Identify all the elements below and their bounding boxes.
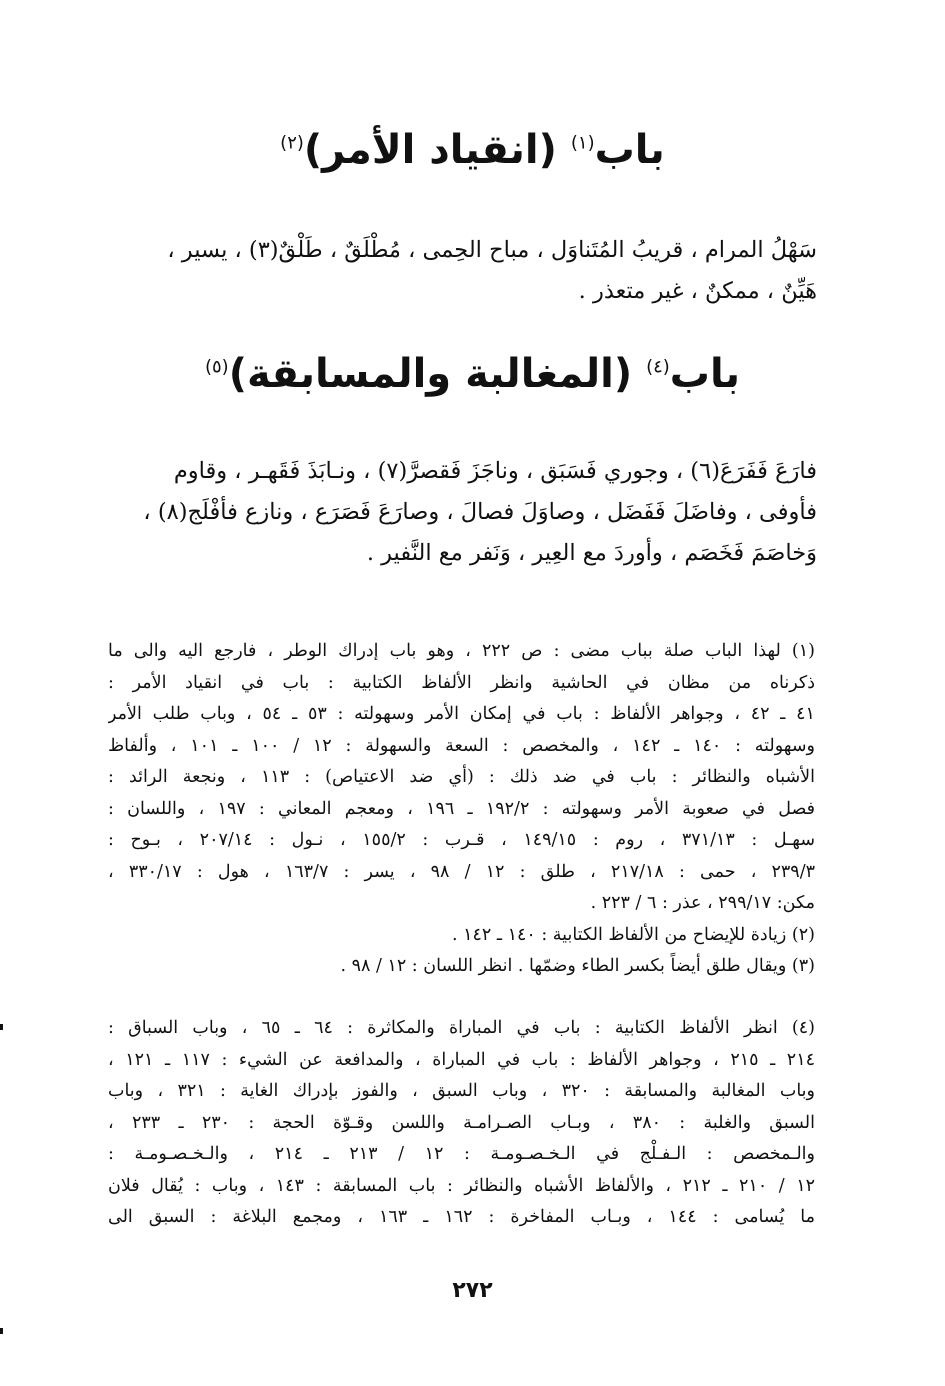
- footnote-line: وباب المغالبة والمسابقة : ٣٢٠ ، وباب السبق ، والفوز بإدراك الغاية : ٣٢١ ، وباب: [108, 1081, 815, 1101]
- footnote-line: فصل في صعوبة الأمر وسهولته : ١٩٢/٢ ـ ١٩٦ ، ومعجم المعاني : ١٩٧ ، واللسان :: [108, 798, 815, 819]
- footnote-ref: (١): [570, 132, 595, 154]
- section-heading-mughalaba: [100, 352, 845, 396]
- heading-title: (المغالبة والمسابقة): [228, 351, 633, 397]
- footnote-line: سهـل : ٣٧١/١٣ ، روم : ١٤٩/١٥ ، قـرب : ١٥٥/٢ ، نـول : ٢٠٧/١٤ ، بـوح :: [108, 830, 815, 850]
- footnote-line: مكن: ٢٩٩/١٧ ، عذر : ٦ / ٢٢٣ .: [590, 893, 815, 913]
- paragraph-line: فأوفى ، وفاضَلَ فَفَضَل ، وصاوَلَ فصالَ ، وصارَعَ فَصَرَع ، ونازع فأفْلَج(٨) ،: [143, 499, 817, 525]
- footnote-line: ذكرناه من مظان في الحاشية وانظر الألفاظ الكتابية : باب في انقياد الأمر :: [108, 672, 815, 693]
- footnote-line: ما يُسامى : ١٤٤ ، وبـاب المفاخرة : ١٦٢ ـ ١٦٣ ، ومجمع البلاغة : السبق الى: [108, 1207, 815, 1227]
- footnote-line: ٢٣٩/٣ ، حمى : ٢١٧/١٨ ، طلق : ١٢ / ٩٨ ، يسر : ١٦٣/٧ ، هول : ٣٣٠/١٧ ،: [108, 861, 815, 882]
- footnote-line: ٢١٤ ـ ٢١٥ ، وجواهر الألفاظ : باب في المباراة ، والمدافعة عن الشيء : ١١٧ ـ ١٢١ ،: [108, 1049, 815, 1070]
- footnote-line: ٤١ ـ ٤٢ ، وجواهر الألفاظ : باب في إمكان الأمر وسهولته : ٥٣ ـ ٥٤ ، وباب طلب الأمر: [108, 704, 815, 724]
- section-paragraph-inqiyad: [105, 230, 817, 312]
- footnotes-block-2: [108, 1013, 815, 1234]
- scan-edge-mark: [0, 1024, 3, 1030]
- scan-edge-mark: [0, 1328, 3, 1334]
- footnote-line: (١) لهذا الباب صلة بباب مضى : ص ٢٢٢ ، وهو باب إدراك الوطر ، فارجع اليه والى ما: [108, 641, 815, 661]
- footnote-line: الأشباه والنظائر : باب في ضد ذلك : (أي ضد الاعتياص) : ١١٣ ، ونجعة الرائد :: [108, 767, 815, 787]
- heading-word: باب: [594, 127, 665, 173]
- section-paragraph-mughalaba: [105, 451, 817, 574]
- footnote-ref: (٥): [204, 356, 229, 378]
- footnote-line: السبق والغلبة : ٣٨٠ ، وبـاب الصـرامـة واللسن وقـوّة الحجة : ٢٣٠ ـ ٢٣٣ ،: [108, 1112, 815, 1133]
- paragraph-line: هَيِّنٌ ، ممكنٌ ، غير متعذر .: [578, 278, 817, 304]
- footnote-line: (٣) ويقال طلق أيضاً بكسر الطاء وضمّها . انظر اللسان : ١٢ / ٩٨ .: [340, 956, 815, 976]
- footnote-line: والـمخصص : الـفـلْج في الـخـصـومـة : ١٢ / ٢١٣ ـ ٢١٤ ، والـخـصـومـة :: [108, 1144, 815, 1164]
- footnote-line: (٤) انظر الألفاظ الكتابية : باب في المباراة والمكاثرة : ٦٤ ـ ٦٥ ، وباب السباق :: [108, 1018, 815, 1038]
- page-number: ٢٧٢: [452, 1278, 493, 1303]
- paragraph-line: سَهْلُ المرام ، قريبُ المُتَناوَل ، مباح الحِمى ، مُطْلَقٌ ، طَلْقٌ(٣) ، يسير ،: [167, 237, 817, 263]
- heading-word: باب: [669, 351, 741, 397]
- footnote-ref: (٤): [646, 356, 670, 378]
- section-heading-inqiyad: [100, 128, 845, 172]
- footnote-ref: (٢): [280, 132, 304, 154]
- heading-title: (انقياد الأمر): [303, 127, 557, 173]
- paragraph-line: وَخاصَمَ فَخَصَم ، وأوردَ مع العِير ، وَنَفر مع النَّفير .: [366, 540, 817, 566]
- paragraph-line: فارَعَ فَفَرَعَ(٦) ، وجوري فَسَبَق ، وناجَزَ فَقصرَّ(٧) ، ونـابَذَ فَقَهـر ، وقاوم: [173, 458, 817, 484]
- footnotes-block-1: [108, 636, 815, 983]
- footnote-line: ١٢ / ٢١٠ ـ ٢١٢ ، والألفاظ الأشباه والنظائر : باب المسابقة : ١٤٣ ، وباب : يُقال فلان: [108, 1175, 815, 1196]
- footnote-line: وسهولته : ١٤٠ ـ ١٤٢ ، والمخصص : السعة والسهولة : ١٢ / ١٠٠ ـ ١٠١ ، وألفاظ: [108, 735, 815, 756]
- footnote-line: (٢) زيادة للإيضاح من الألفاظ الكتابية : ١٤٠ ـ ١٤٢ .: [451, 924, 815, 945]
